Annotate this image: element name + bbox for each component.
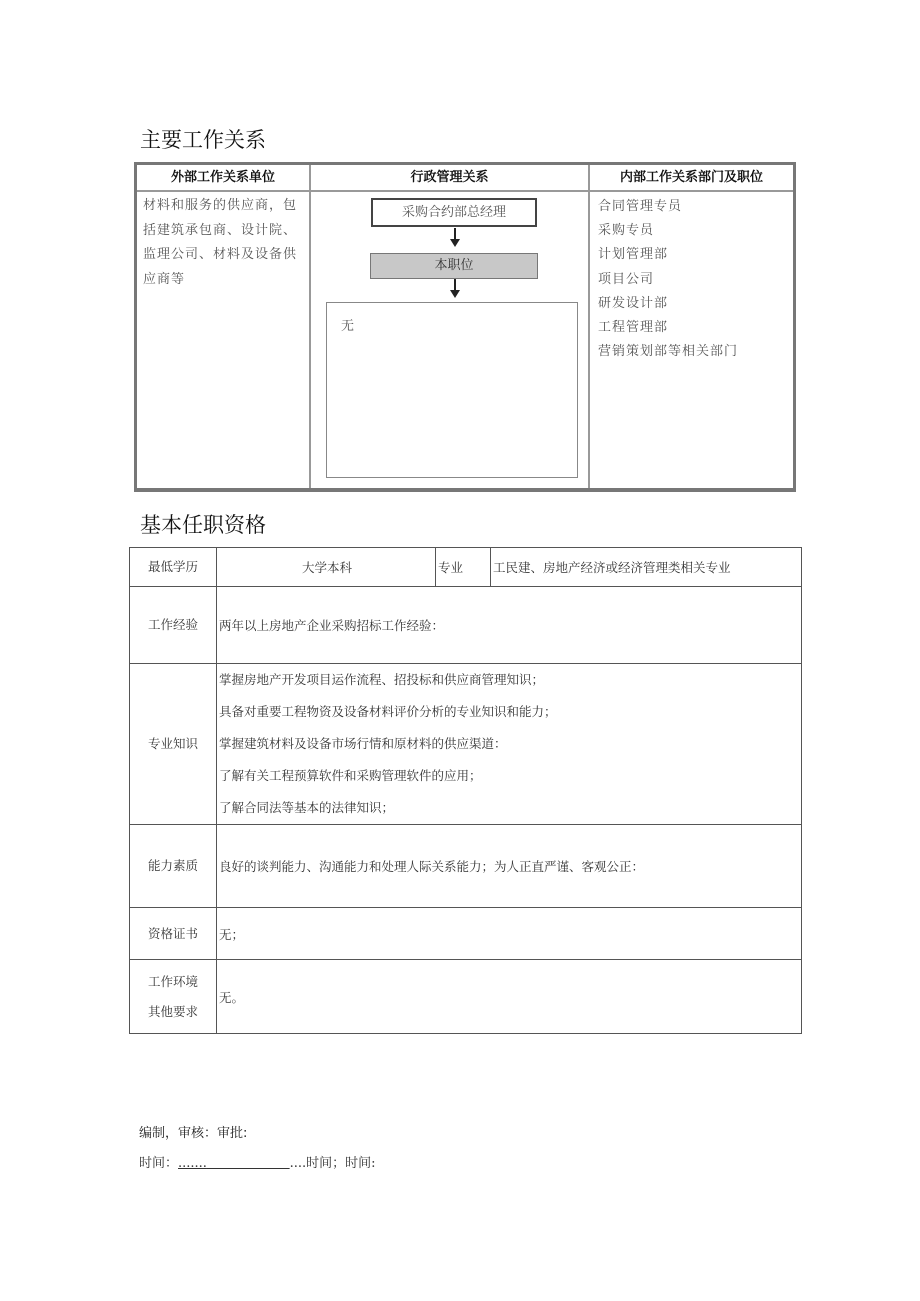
list-item: 计划管理部 (598, 247, 669, 263)
table-row (130, 960, 802, 1034)
list-item: 了解有关工程预算软件和采购管理软件的应用； (219, 768, 482, 783)
time-prefix: 时间： (139, 1156, 179, 1171)
internal-departments-list (590, 192, 793, 364)
internal-departments-header: 内部工作关系部门及职位 (590, 165, 793, 192)
external-units-header: 外部工作关系单位 (137, 165, 309, 192)
certificate-value: 无； (217, 908, 802, 960)
time-dots: ....... (178, 1156, 207, 1171)
time-suffix: ....时间；时间: (289, 1156, 376, 1171)
superior-position-box: 采购合约部总经理 (371, 198, 537, 227)
knowledge-list (219, 664, 801, 824)
signoff-line: 编制，审核：审批: (139, 1126, 248, 1141)
relations-section-title: 主要工作关系 (140, 128, 266, 152)
qualifications-table (129, 547, 802, 1034)
table-row (130, 587, 802, 664)
knowledge-value (217, 664, 802, 825)
ability-label: 能力素质 (130, 825, 217, 908)
qualifications-section-title: 基本任职资格 (140, 513, 266, 537)
list-item: 研发设计部 (598, 295, 669, 311)
list-item: 掌握建筑材料及设备市场行情和原材料的供应渠道： (219, 736, 507, 751)
admin-relations-column (311, 165, 590, 488)
admin-relations-header: 行政管理关系 (311, 165, 588, 192)
environment-label (130, 960, 217, 1034)
list-item: 具备对重要工程物资及设备材料评价分析的专业知识和能力； (219, 704, 557, 719)
environment-value: 无。 (217, 960, 802, 1034)
external-units-text: 材料和服务的供应商，包括建筑承包商、设计院、监理公司、材料及设备供应商等 (143, 198, 298, 287)
education-label: 最低学历 (130, 548, 217, 587)
table-row (130, 908, 802, 960)
knowledge-label: 专业知识 (130, 664, 217, 825)
work-relations-table (134, 162, 796, 492)
experience-label: 工作经验 (130, 587, 217, 664)
subordinates-text: 无 (341, 319, 355, 334)
time-line (139, 1152, 376, 1171)
environment-label-line1: 工作环境 (147, 973, 198, 989)
internal-departments-column (590, 165, 793, 488)
experience-value: 两年以上房地产企业采购招标工作经验： (217, 587, 802, 664)
list-item: 工程管理部 (598, 320, 669, 336)
ability-value: 良好的谈判能力、沟通能力和处理人际关系能力；为人正直严谨、客观公正： (217, 825, 802, 908)
external-units-column (137, 165, 311, 488)
table-row (130, 664, 802, 825)
certificate-label: 资格证书 (130, 908, 217, 960)
education-value: 大学本科 (217, 548, 436, 587)
down-arrow-icon (451, 279, 459, 298)
table-row (130, 825, 802, 908)
list-item: 营销策划部等相关部门 (598, 344, 739, 360)
major-label: 专业 (436, 548, 491, 587)
list-item: 项目公司 (598, 271, 655, 287)
list-item: 掌握房地产开发项目运作流程、招投标和供应商管理知识； (219, 672, 545, 687)
table-row (130, 548, 802, 587)
major-value: 工民建、房地产经济或经济管理类相关专业 (491, 548, 802, 587)
subordinates-box (326, 302, 578, 478)
down-arrow-icon (451, 228, 459, 247)
environment-label-line2: 其他要求 (147, 1003, 198, 1019)
current-position-box: 本职位 (370, 253, 538, 279)
time-blank (207, 1156, 290, 1171)
list-item: 合同管理专员 (598, 199, 683, 214)
list-item: 采购专员 (598, 223, 655, 239)
list-item: 了解合同法等基本的法律知识； (219, 800, 395, 815)
